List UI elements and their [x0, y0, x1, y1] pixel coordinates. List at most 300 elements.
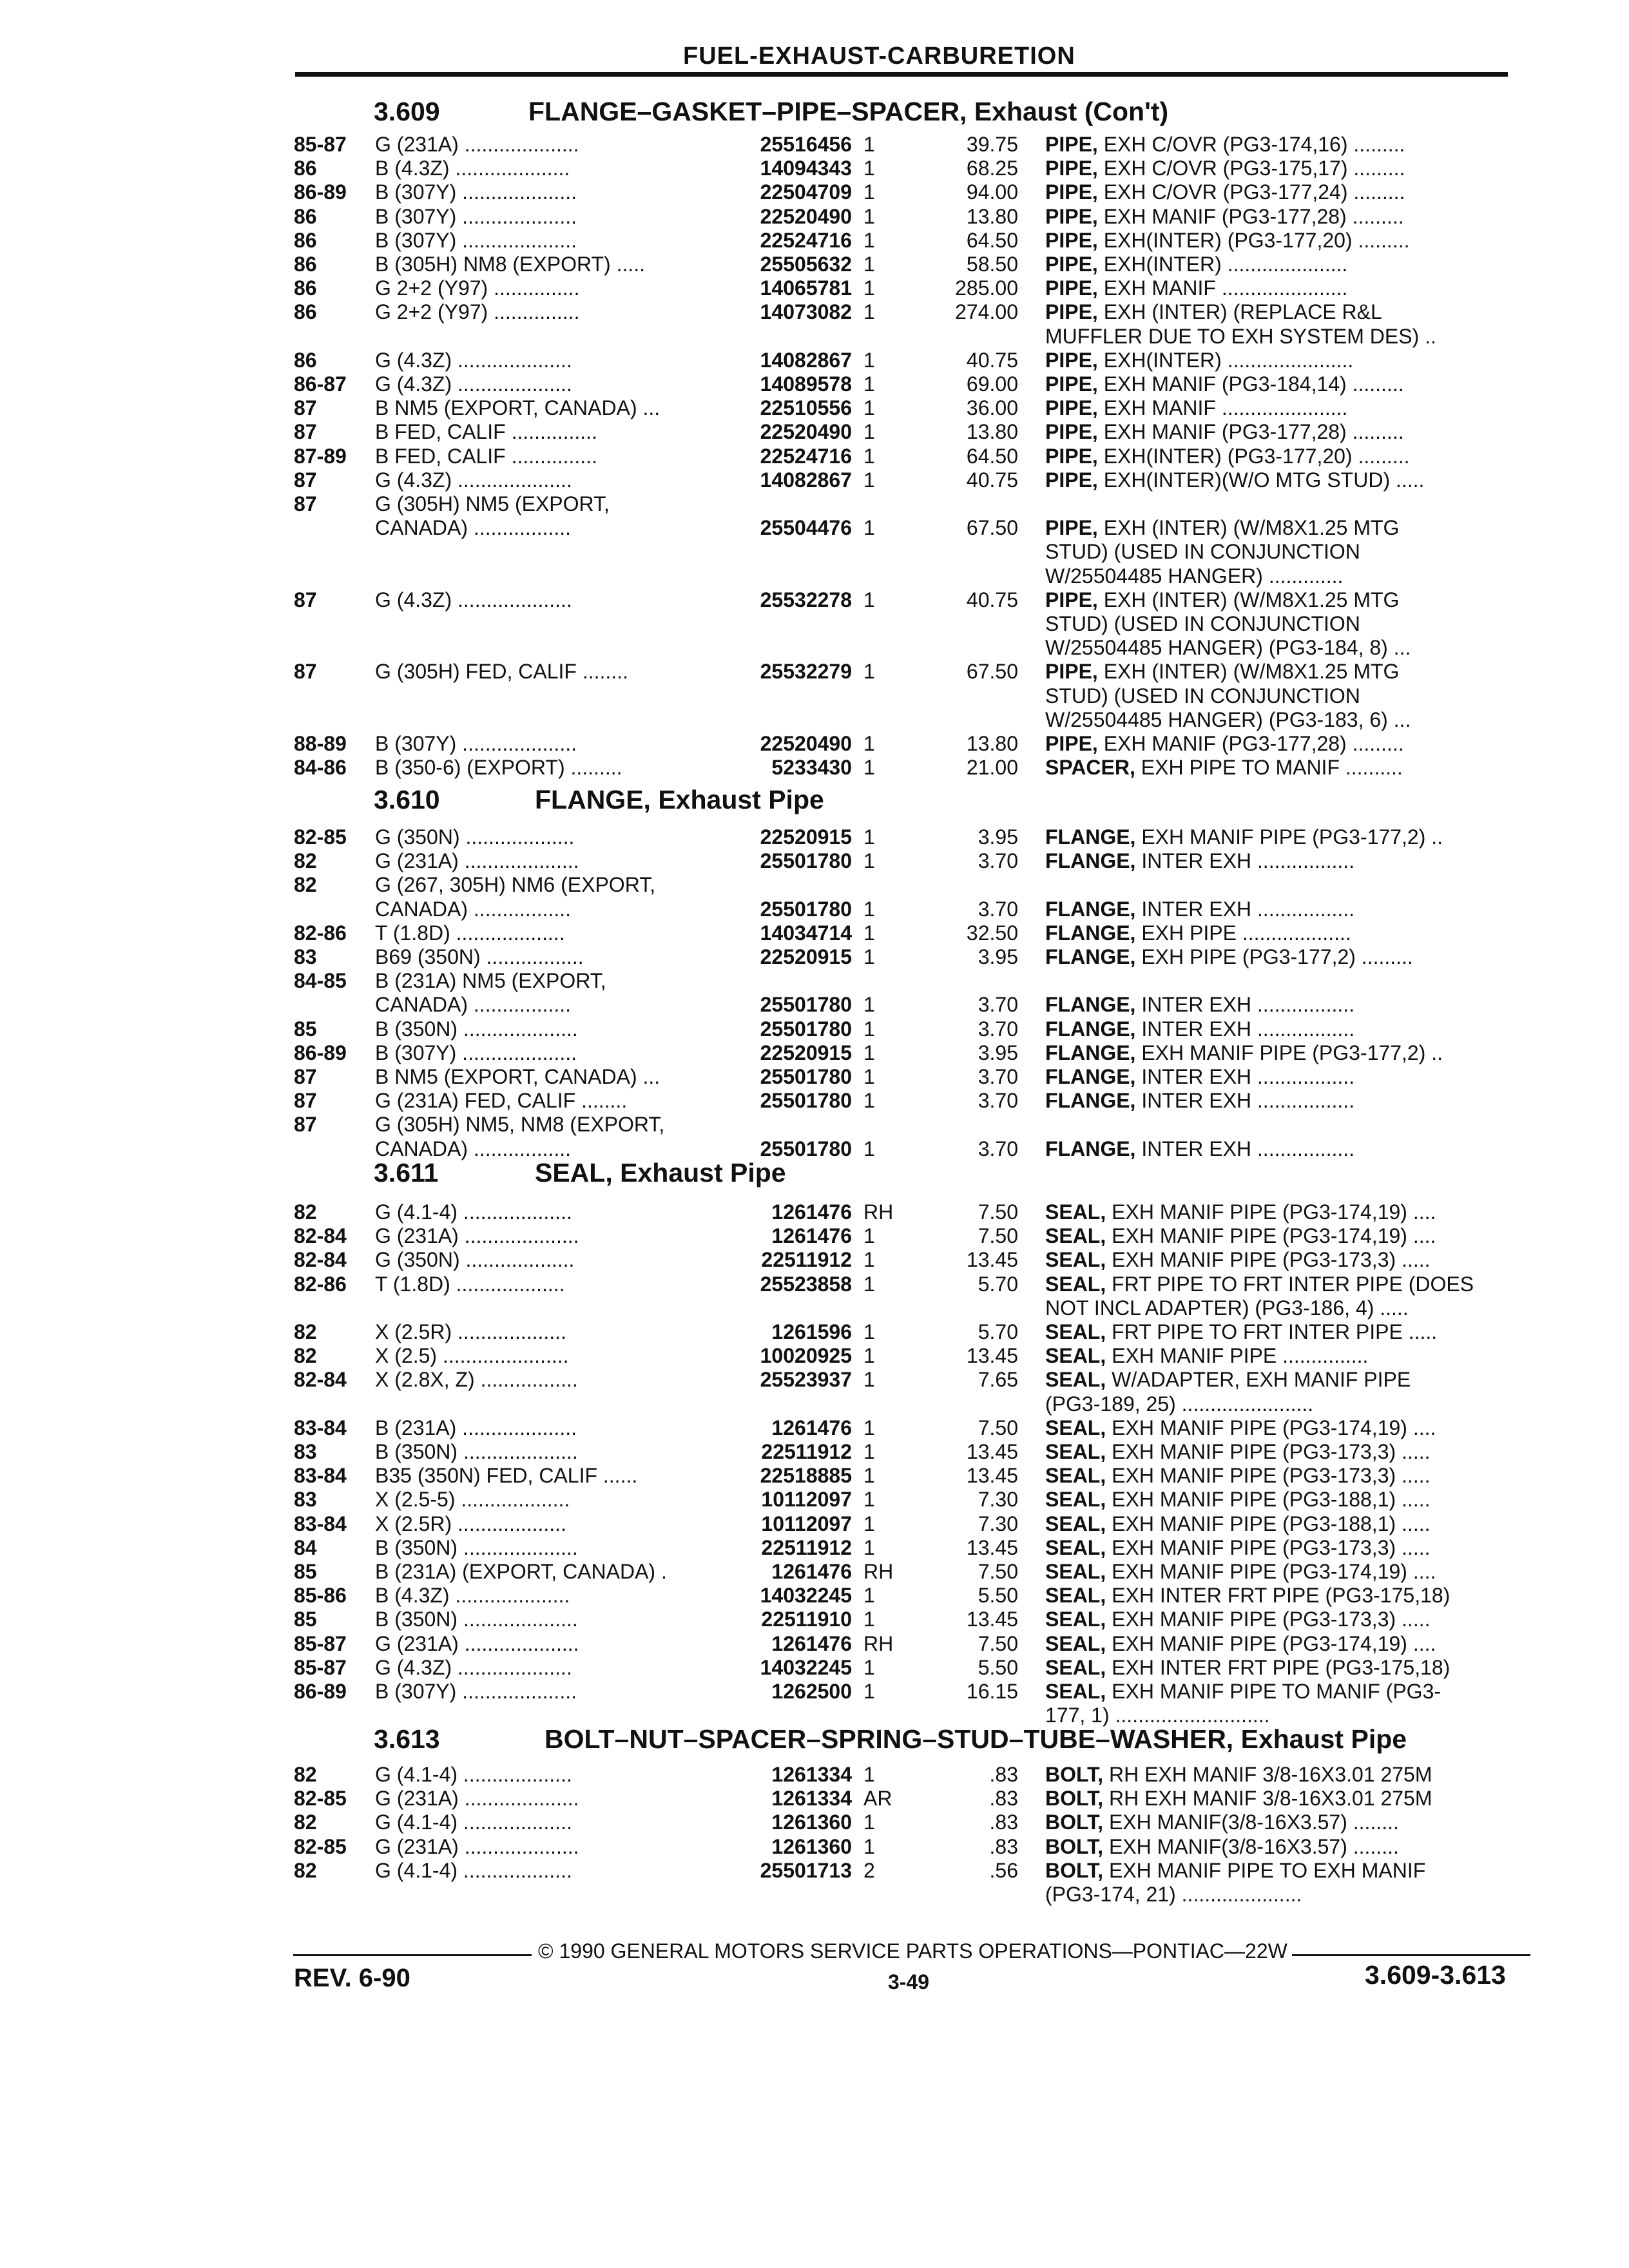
price: 40.75 — [966, 588, 1018, 611]
section-title: FLANGE–GASKET–PIPE–SPACER, Exhaust (Con't) — [528, 97, 1169, 126]
table-row — [0, 1463, 1629, 1488]
description-keyword: SEAL, — [1045, 1608, 1106, 1631]
description-keyword: PIPE, — [1045, 660, 1098, 684]
description-text: MUFFLER DUE TO EXH SYSTEM DES) .. — [1045, 324, 1436, 348]
footer-page-number: 3-49 — [888, 1970, 930, 1994]
price: 7.30 — [978, 1488, 1018, 1512]
description-keyword: FLANGE, — [1045, 1017, 1136, 1041]
description-text: EXH MANIF PIPE (PG3-174,19) .... — [1106, 1560, 1436, 1583]
description-text: EXH(INTER) (PG3-177,20) ......... — [1097, 228, 1410, 252]
description — [1045, 515, 1399, 540]
description — [1045, 849, 1354, 873]
model-years: 84 — [294, 1535, 317, 1559]
application: G (305H) NM5, NM8 (EXPORT, — [375, 1113, 665, 1137]
table-row — [0, 825, 1629, 849]
part-number: 25523937 — [760, 1368, 852, 1392]
description — [1045, 204, 1404, 229]
model-years: 87 — [294, 660, 317, 684]
description-text: EXH MANIF PIPE TO MANIF (PG3- — [1106, 1680, 1441, 1703]
model-years: 82 — [294, 1858, 317, 1882]
model-years: 82 — [294, 1763, 317, 1786]
application: G (4.3Z) .................... — [375, 588, 572, 611]
description-keyword: SEAL, — [1045, 1440, 1106, 1463]
description-text: EXH MANIF PIPE (PG3-174,19) .... — [1106, 1200, 1436, 1224]
table-row — [0, 228, 1629, 253]
description-text: EXH MANIF(3/8-16X3.57) ........ — [1103, 1811, 1399, 1834]
quantity: 1 — [863, 348, 875, 372]
table-row — [0, 1655, 1629, 1680]
application: G (4.1-4) ................... — [375, 1763, 572, 1786]
description — [1045, 707, 1411, 732]
table-row — [0, 372, 1629, 396]
description-keyword: SEAL, — [1045, 1535, 1106, 1559]
description-text: INTER EXH ................. — [1135, 897, 1355, 921]
description — [1045, 731, 1404, 756]
description-text: EXH(INTER) ..................... — [1097, 253, 1348, 276]
quantity: 1 — [863, 825, 875, 849]
part-number: 1261476 — [771, 1200, 852, 1224]
model-years: 83-84 — [294, 1416, 347, 1439]
quantity: 1 — [863, 1320, 875, 1343]
description-keyword: PIPE, — [1045, 276, 1098, 300]
part-number: 25501780 — [760, 1137, 852, 1160]
part-number: 14094343 — [760, 157, 852, 180]
description-keyword: SEAL, — [1045, 1344, 1106, 1368]
price: 67.50 — [966, 516, 1018, 540]
price: 7.50 — [978, 1224, 1018, 1248]
application: B NM5 (EXPORT, CANADA) ... — [375, 396, 660, 420]
table-row — [0, 468, 1629, 492]
price: .83 — [989, 1834, 1018, 1858]
description — [1045, 1064, 1354, 1089]
model-years: 86-87 — [294, 372, 347, 396]
part-number: 22510556 — [760, 396, 852, 420]
description-keyword: SEAL, — [1045, 1464, 1106, 1488]
quantity: 1 — [863, 993, 875, 1017]
section-number: 3.609 — [374, 97, 440, 126]
description — [1045, 1655, 1450, 1680]
table-row — [0, 1367, 1629, 1392]
part-number: 14065781 — [760, 276, 852, 300]
description-keyword: FLANGE, — [1045, 993, 1136, 1017]
table-row — [0, 945, 1629, 969]
description-keyword: FLANGE, — [1045, 849, 1136, 873]
description — [1045, 1041, 1443, 1065]
description-text: EXH MANIF PIPE (PG3-174,19) .... — [1106, 1631, 1436, 1655]
description — [1045, 825, 1443, 849]
model-years: 85 — [294, 1560, 317, 1583]
quantity: 1 — [863, 1488, 875, 1512]
description-text: EXH MANIF ...................... — [1097, 396, 1348, 420]
application: B FED, CALIF ............... — [375, 444, 597, 468]
description-text: RH EXH MANIF 3/8-16X3.01 275M — [1103, 1763, 1432, 1786]
model-years: 87 — [294, 492, 317, 515]
table-row — [0, 419, 1629, 444]
description — [1045, 897, 1354, 921]
description — [1045, 1247, 1430, 1272]
description-text: EXH (INTER) (REPLACE R&L — [1097, 300, 1382, 324]
table-row — [0, 1416, 1629, 1440]
price: .83 — [989, 1787, 1018, 1811]
section-title: BOLT–NUT–SPACER–SPRING–STUD–TUBE–WASHER, Exhaust Pipe — [545, 1724, 1407, 1754]
price: 13.45 — [966, 1608, 1018, 1631]
part-number: 22520490 — [760, 732, 852, 755]
description-text: EXH MANIF PIPE (PG3-173,3) ..... — [1106, 1464, 1431, 1488]
quantity: 1 — [863, 468, 875, 492]
model-years: 86 — [294, 348, 317, 372]
description-text: (PG3-189, 25) ....................... — [1045, 1392, 1314, 1416]
description-keyword: SEAL, — [1045, 1488, 1106, 1512]
model-years: 86 — [294, 204, 317, 228]
description-text: INTER EXH ................. — [1135, 993, 1355, 1017]
description-text: EXH MANIF PIPE (PG3-174,19) .... — [1106, 1416, 1436, 1439]
description-keyword: PIPE, — [1045, 396, 1098, 420]
section-heading — [0, 785, 1629, 823]
price: 5.70 — [978, 1320, 1018, 1343]
application: G (231A) .................... — [375, 1787, 579, 1811]
application: B69 (350N) ................. — [375, 945, 584, 968]
description-keyword: SEAL, — [1045, 1200, 1106, 1224]
description-keyword: PIPE, — [1045, 300, 1098, 324]
model-years: 87 — [294, 1113, 317, 1137]
price: 36.00 — [966, 396, 1018, 420]
application: G (231A) .................... — [375, 133, 579, 156]
description-text: EXH MANIF PIPE (PG3-173,3) ..... — [1106, 1535, 1431, 1559]
part-number: 1261596 — [771, 1320, 852, 1343]
table-row — [0, 1631, 1629, 1656]
quantity: 1 — [863, 732, 875, 755]
table-row — [0, 1607, 1629, 1631]
table-row — [0, 1320, 1629, 1344]
footer-copyright: © 1990 GENERAL MOTORS SERVICE PARTS OPERATIONS—PONTIAC—22W — [538, 1939, 1287, 1963]
application: B (350-6) (EXPORT) ......... — [375, 756, 622, 780]
description-text: EXH C/OVR (PG3-175,17) ......... — [1097, 157, 1405, 180]
part-number: 25501780 — [760, 993, 852, 1017]
quantity: 1 — [863, 1584, 875, 1608]
part-number: 22504709 — [760, 180, 852, 204]
description — [1045, 945, 1413, 969]
quantity: 1 — [863, 1440, 875, 1463]
description-text: EXH MANIF (PG3-177,28) ......... — [1097, 204, 1404, 228]
table-row — [0, 1137, 1629, 1161]
price: 3.70 — [978, 993, 1018, 1017]
description-keyword: PIPE, — [1045, 204, 1098, 228]
model-years: 86-89 — [294, 1041, 347, 1064]
table-row — [0, 1200, 1629, 1224]
model-years: 86-89 — [294, 1680, 347, 1703]
description — [1045, 992, 1354, 1017]
description-text: INTER EXH ................. — [1135, 849, 1355, 873]
description-keyword: FLANGE, — [1045, 825, 1136, 849]
quantity: 1 — [863, 1368, 875, 1392]
price: .56 — [989, 1858, 1018, 1882]
description-keyword: FLANGE, — [1045, 921, 1136, 945]
quantity: RH — [863, 1200, 894, 1224]
description-keyword: FLANGE, — [1045, 945, 1136, 968]
quantity: 1 — [863, 1811, 875, 1834]
description — [1045, 1392, 1313, 1416]
application: X (2.5R) ................... — [375, 1320, 566, 1343]
table-row — [0, 872, 1629, 897]
table-row — [0, 1559, 1629, 1584]
description-keyword: PIPE, — [1045, 228, 1098, 252]
quantity: RH — [863, 1631, 894, 1655]
model-years: 86-89 — [294, 180, 347, 204]
part-number: 1261334 — [771, 1787, 852, 1811]
part-number: 22511912 — [761, 1535, 852, 1559]
description — [1045, 1834, 1399, 1859]
part-number: 25523858 — [760, 1272, 852, 1296]
quantity: 1 — [863, 945, 875, 968]
quantity: 1 — [863, 1512, 875, 1535]
description — [1045, 1583, 1450, 1608]
part-number: 1261334 — [771, 1763, 852, 1786]
table-row — [0, 396, 1629, 420]
table-row — [0, 1535, 1629, 1560]
application: B (350N) .................... — [375, 1535, 578, 1559]
price: 7.65 — [978, 1368, 1018, 1392]
quantity: 1 — [863, 756, 875, 780]
description-keyword: SEAL, — [1045, 1680, 1106, 1703]
part-number: 1261476 — [771, 1416, 852, 1439]
part-number: 25501780 — [760, 1065, 852, 1088]
model-years: 82 — [294, 1200, 317, 1224]
footer-revision: REV. 6-90 — [294, 1964, 410, 1992]
description — [1045, 1463, 1430, 1488]
part-number: 22520490 — [760, 420, 852, 444]
price: 94.00 — [966, 180, 1018, 204]
price: 32.50 — [966, 921, 1018, 945]
quantity: 1 — [863, 516, 875, 540]
table-row — [0, 992, 1629, 1017]
application: X (2.5R) ................... — [375, 1512, 566, 1535]
quantity: 1 — [863, 1655, 875, 1679]
application: G (305H) NM5 (EXPORT, — [375, 492, 610, 515]
table-row — [0, 731, 1629, 756]
price: 3.95 — [978, 1041, 1018, 1064]
model-years: 83-84 — [294, 1512, 347, 1535]
description-keyword: SEAL, — [1045, 1512, 1106, 1535]
price: 39.75 — [966, 133, 1018, 156]
table-row — [0, 1583, 1629, 1608]
table-row — [0, 1247, 1629, 1272]
section-title: FLANGE, Exhaust Pipe — [535, 785, 824, 814]
model-years: 82 — [294, 1811, 317, 1834]
model-years: 82-86 — [294, 921, 347, 945]
model-years: 84-86 — [294, 756, 347, 780]
description-keyword: PIPE, — [1045, 444, 1098, 468]
description — [1045, 419, 1404, 444]
description — [1045, 1882, 1302, 1907]
description — [1045, 228, 1409, 253]
model-years: 82 — [294, 1344, 317, 1368]
application: G (4.3Z) .................... — [375, 1655, 572, 1679]
description-text: STUD) (USED IN CONJUNCTION — [1045, 612, 1360, 635]
application: G (267, 305H) NM6 (EXPORT, — [375, 873, 656, 897]
price: 3.95 — [978, 825, 1018, 849]
description-keyword: FLANGE, — [1045, 1089, 1136, 1113]
quantity: 1 — [863, 1763, 875, 1786]
description-keyword: FLANGE, — [1045, 897, 1136, 921]
price: 64.50 — [966, 444, 1018, 468]
table-row — [0, 1487, 1629, 1512]
description-keyword: BOLT, — [1045, 1858, 1104, 1882]
description — [1045, 539, 1360, 564]
part-number: 25501713 — [760, 1858, 852, 1882]
application: B (305H) NM8 (EXPORT) ..... — [375, 253, 646, 276]
description-keyword: BOLT, — [1045, 1763, 1104, 1786]
description-text: EXH INTER FRT PIPE (PG3-175,18) — [1106, 1584, 1451, 1608]
description — [1045, 1607, 1430, 1631]
price: 7.50 — [978, 1631, 1018, 1655]
description-keyword: SEAL, — [1045, 1655, 1106, 1679]
description-text: EXH MANIF (PG3-177,28) ......... — [1097, 420, 1404, 444]
model-years: 85-87 — [294, 1631, 347, 1655]
description-keyword: SEAL, — [1045, 1272, 1106, 1296]
description-text: EXH MANIF PIPE (PG3-177,2) .. — [1135, 1041, 1443, 1064]
description-keyword: PIPE, — [1045, 516, 1098, 540]
part-number: 25505632 — [760, 253, 852, 276]
price: 285.00 — [955, 276, 1018, 300]
model-years: 85-87 — [294, 1655, 347, 1679]
description-keyword: PIPE, — [1045, 157, 1098, 180]
description — [1045, 684, 1360, 708]
part-number: 14082867 — [760, 348, 852, 372]
description — [1045, 324, 1436, 349]
price: 69.00 — [966, 372, 1018, 396]
description-text: EXH C/OVR (PG3-174,16) ......... — [1097, 133, 1405, 156]
quantity: 1 — [863, 204, 875, 228]
application: B (307Y) .................... — [375, 1680, 577, 1703]
description — [1045, 1296, 1409, 1320]
description — [1045, 1343, 1368, 1368]
application: B (307Y) .................... — [375, 204, 577, 228]
application: X (2.8X, Z) ................. — [375, 1368, 578, 1392]
table-row — [0, 707, 1629, 732]
description — [1045, 1416, 1436, 1440]
application: B (231A) NM5 (EXPORT, — [375, 969, 606, 993]
table-row — [0, 1512, 1629, 1536]
application: CANADA) ................. — [375, 1137, 572, 1160]
table-row — [0, 324, 1629, 349]
description — [1045, 1559, 1436, 1584]
quantity: 1 — [863, 276, 875, 300]
part-number: 25501780 — [760, 897, 852, 921]
table-row — [0, 1017, 1629, 1041]
price: 13.80 — [966, 732, 1018, 755]
model-years: 82 — [294, 849, 317, 873]
model-years: 87-89 — [294, 444, 347, 468]
quantity: 1 — [863, 420, 875, 444]
description-text: EXH MANIF PIPE (PG3-173,3) ..... — [1106, 1248, 1431, 1272]
part-number: 22518885 — [760, 1464, 852, 1488]
application: B35 (350N) FED, CALIF ...... — [375, 1464, 638, 1488]
table-row — [0, 156, 1629, 180]
table-row — [0, 684, 1629, 708]
description — [1045, 1631, 1436, 1656]
description — [1045, 396, 1347, 420]
application: B FED, CALIF ............... — [375, 420, 597, 444]
model-years: 83 — [294, 1488, 317, 1512]
model-years: 82 — [294, 1320, 317, 1343]
description-text: EXH MANIF ...................... — [1097, 276, 1348, 300]
part-number: 22520915 — [760, 945, 852, 968]
part-number: 14089578 — [760, 372, 852, 396]
quantity: RH — [863, 1560, 894, 1583]
price: 16.15 — [966, 1680, 1018, 1703]
model-years: 85-87 — [294, 133, 347, 156]
description — [1045, 1320, 1437, 1344]
table-row — [0, 1439, 1629, 1464]
description-text: EXH (INTER) (W/M8X1.25 MTG — [1097, 588, 1400, 611]
part-number: 10112097 — [761, 1512, 852, 1535]
price: 3.70 — [978, 1137, 1018, 1160]
application: G (4.1-4) ................... — [375, 1858, 572, 1882]
model-years: 85-86 — [294, 1584, 347, 1608]
description-keyword: PIPE, — [1045, 468, 1098, 492]
description-text: EXH(INTER) (PG3-177,20) ......... — [1097, 444, 1410, 468]
model-years: 86 — [294, 228, 317, 252]
table-row — [0, 132, 1629, 157]
price: 3.70 — [978, 1065, 1018, 1088]
description-text: EXH (INTER) (W/M8X1.25 MTG — [1097, 660, 1400, 684]
description-text: EXH MANIF PIPE TO EXH MANIF — [1103, 1858, 1426, 1882]
description-keyword: SEAL, — [1045, 1584, 1106, 1608]
price: 3.70 — [978, 897, 1018, 921]
price: 3.70 — [978, 849, 1018, 873]
application: G (231A) .................... — [375, 1224, 579, 1248]
description-keyword: SEAL, — [1045, 1560, 1106, 1583]
table-row — [0, 180, 1629, 204]
section-heading — [0, 1158, 1629, 1196]
price: 13.45 — [966, 1464, 1018, 1488]
price: 3.70 — [978, 1089, 1018, 1113]
description — [1045, 468, 1424, 492]
model-years: 86 — [294, 276, 317, 300]
description — [1045, 1810, 1399, 1834]
price: 68.25 — [966, 157, 1018, 180]
description-keyword: SEAL, — [1045, 1416, 1106, 1439]
quantity: 1 — [863, 1137, 875, 1160]
model-years: 83-84 — [294, 1464, 347, 1488]
table-row — [0, 1882, 1629, 1907]
table-row — [0, 444, 1629, 468]
section-heading — [0, 97, 1629, 135]
description — [1045, 1512, 1430, 1536]
model-years: 86 — [294, 157, 317, 180]
description-text: 177, 1) ........................... — [1045, 1704, 1270, 1727]
price: 40.75 — [966, 348, 1018, 372]
description — [1045, 1017, 1354, 1041]
part-number: 1261476 — [771, 1560, 852, 1583]
description-text: W/25504485 HANGER) (PG3-184, 8) ... — [1045, 636, 1411, 660]
price: 3.70 — [978, 1017, 1018, 1041]
description-text: EXH MANIF PIPE (PG3-173,3) ..... — [1106, 1440, 1431, 1463]
quantity: 1 — [863, 1065, 875, 1088]
description — [1045, 1272, 1474, 1296]
table-row — [0, 539, 1629, 564]
application: G (4.3Z) .................... — [375, 468, 572, 492]
table-row — [0, 1088, 1629, 1113]
part-number: 22520490 — [760, 204, 852, 228]
description-keyword: SEAL, — [1045, 1320, 1106, 1343]
model-years: 82 — [294, 873, 317, 897]
table-row — [0, 611, 1629, 636]
application: B (4.3Z) .................... — [375, 1584, 570, 1608]
description — [1045, 611, 1360, 636]
description-keyword: BOLT, — [1045, 1834, 1104, 1858]
part-number: 10112097 — [761, 1488, 852, 1512]
